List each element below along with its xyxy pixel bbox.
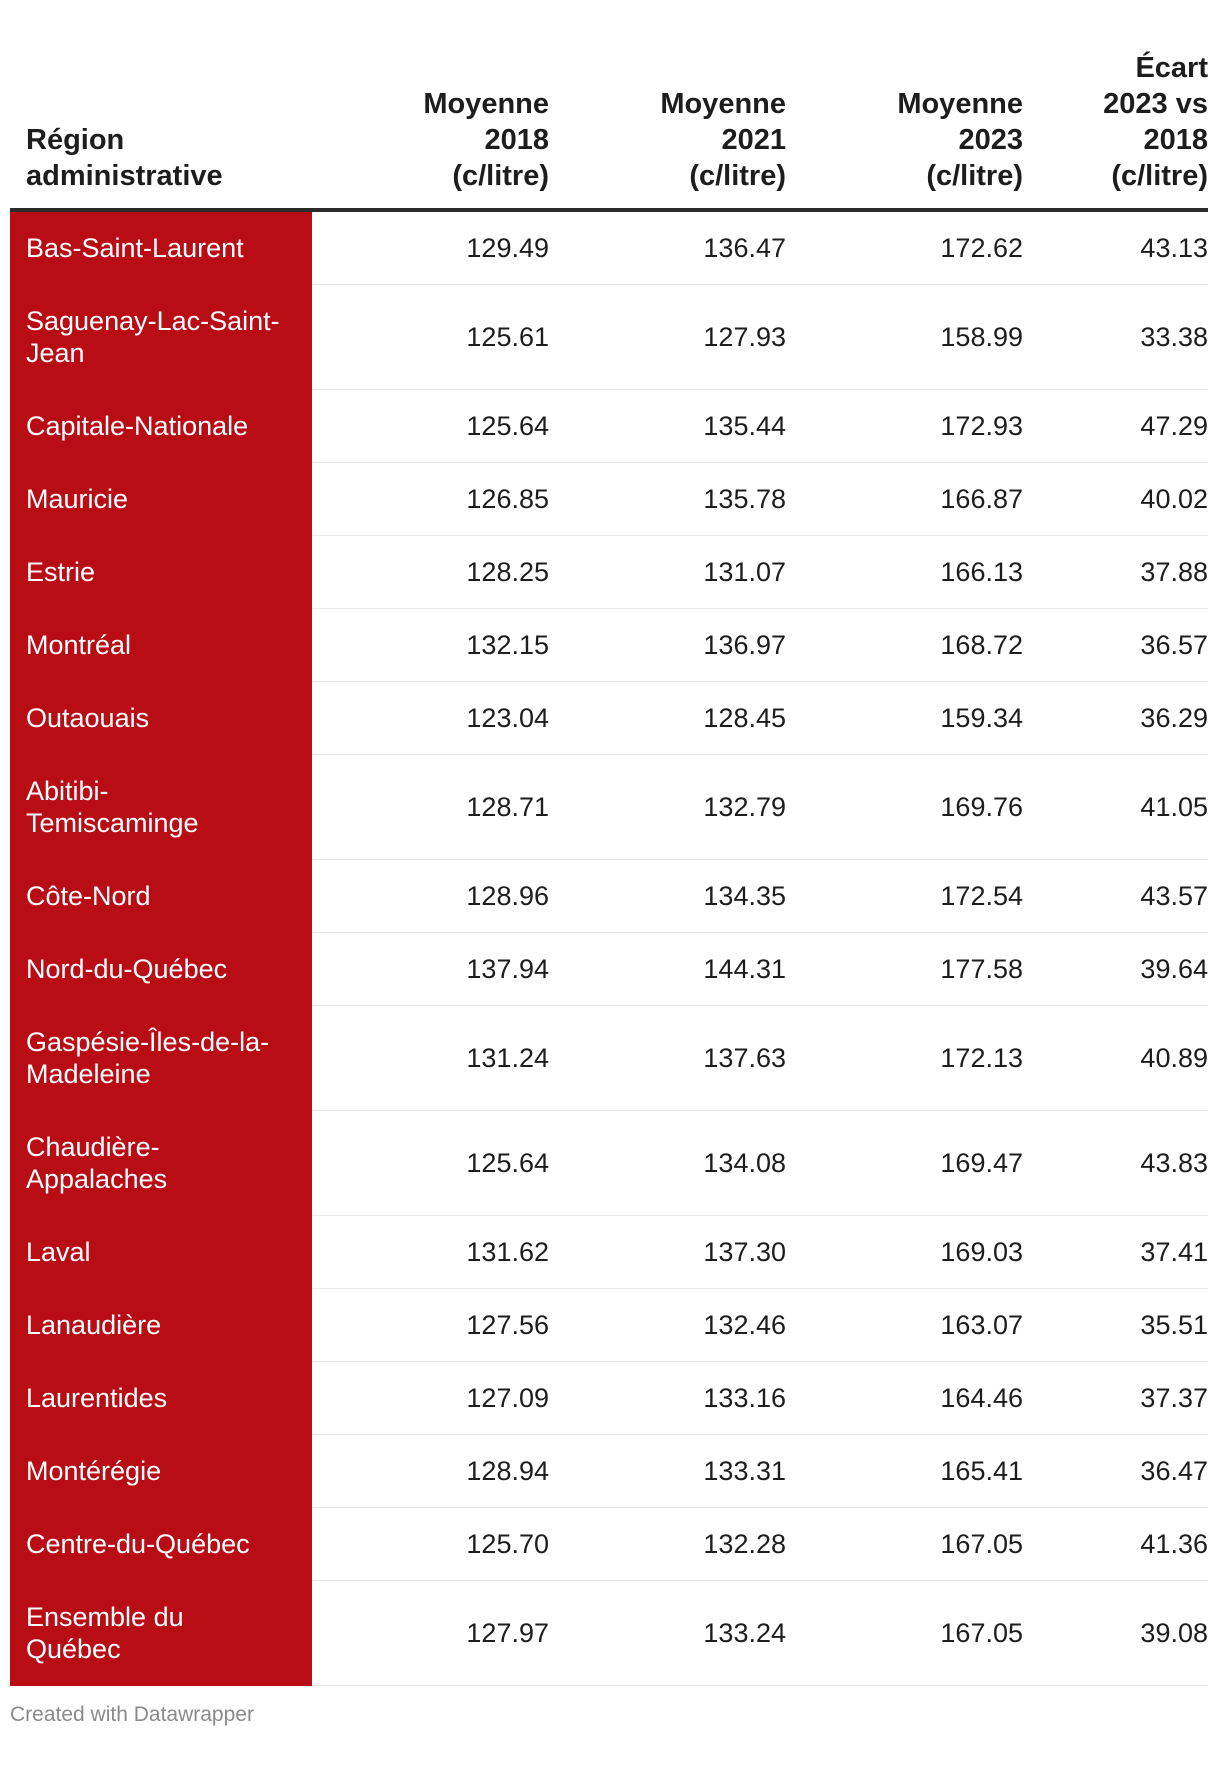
table-row (10, 536, 1208, 609)
ecart-cell: 39.64 (1023, 933, 1208, 1006)
value-2023-cell: 172.93 (786, 390, 1023, 463)
header-row (10, 0, 1208, 210)
header-line: Moyenne (660, 88, 786, 120)
header-line: (c/litre) (452, 160, 549, 192)
region-cell (10, 390, 312, 463)
header-region[interactable] (10, 0, 312, 210)
region-name-line: Mauricie (26, 484, 129, 514)
value-2021-cell: 131.07 (549, 536, 786, 609)
region-name-line: Nord-du-Québec (26, 954, 228, 984)
value-2021-cell: 136.47 (549, 210, 786, 285)
value-2023-cell: 166.13 (786, 536, 1023, 609)
region-name-line: Gaspésie-Îles-de-la- (26, 1027, 270, 1057)
region-cell (10, 285, 312, 390)
ecart-cell: 40.02 (1023, 463, 1208, 536)
header-line: Écart (1135, 52, 1208, 84)
value-2023-cell: 172.62 (786, 210, 1023, 285)
region-cell (10, 1435, 312, 1508)
value-2018-cell: 127.56 (312, 1289, 549, 1362)
value-2018-cell: 129.49 (312, 210, 549, 285)
table-row (10, 933, 1208, 1006)
header-line: 2018 (484, 124, 549, 156)
value-2018-cell: 127.09 (312, 1362, 549, 1435)
region-cell (10, 1289, 312, 1362)
ecart-cell: 36.47 (1023, 1435, 1208, 1508)
header-line: 2021 (721, 124, 786, 156)
value-2018-cell: 128.96 (312, 860, 549, 933)
value-2021-cell: 135.44 (549, 390, 786, 463)
table-row (10, 609, 1208, 682)
table-row (10, 755, 1208, 860)
value-2023-cell: 166.87 (786, 463, 1023, 536)
table-row (10, 1508, 1208, 1581)
value-2018-cell: 132.15 (312, 609, 549, 682)
value-2018-cell: 131.24 (312, 1006, 549, 1111)
region-name-line: Chaudière- (26, 1132, 160, 1162)
table-row (10, 390, 1208, 463)
table-row (10, 1006, 1208, 1111)
region-name-line: Saguenay-Lac-Saint- (26, 306, 280, 336)
region-name-line: Abitibi- (26, 776, 109, 806)
value-2021-cell: 128.45 (549, 682, 786, 755)
value-2021-cell: 133.31 (549, 1435, 786, 1508)
table-row (10, 1216, 1208, 1289)
table-row (10, 285, 1208, 390)
ecart-cell: 41.05 (1023, 755, 1208, 860)
header-line: 2018 (1143, 124, 1208, 156)
table-row (10, 1289, 1208, 1362)
ecart-cell: 41.36 (1023, 1508, 1208, 1581)
value-2023-cell: 163.07 (786, 1289, 1023, 1362)
value-2023-cell: 167.05 (786, 1581, 1023, 1686)
value-2021-cell: 127.93 (549, 285, 786, 390)
value-2023-cell: 165.41 (786, 1435, 1023, 1508)
value-2021-cell: 133.16 (549, 1362, 786, 1435)
region-name-line: Bas-Saint-Laurent (26, 233, 244, 263)
ecart-cell: 36.29 (1023, 682, 1208, 755)
region-cell (10, 536, 312, 609)
region-cell (10, 210, 312, 285)
table-row (10, 1111, 1208, 1216)
region-name-line: Côte-Nord (26, 881, 151, 911)
table-row (10, 463, 1208, 536)
value-2021-cell: 132.28 (549, 1508, 786, 1581)
value-2023-cell: 164.46 (786, 1362, 1023, 1435)
value-2023-cell: 172.54 (786, 860, 1023, 933)
table-row (10, 210, 1208, 285)
region-cell (10, 463, 312, 536)
region-name-line: Temiscaminge (26, 808, 199, 838)
table-row (10, 1435, 1208, 1508)
header-line: Moyenne (423, 88, 549, 120)
value-2021-cell: 132.79 (549, 755, 786, 860)
value-2018-cell: 128.25 (312, 536, 549, 609)
table-row (10, 682, 1208, 755)
ecart-cell: 36.57 (1023, 609, 1208, 682)
value-2023-cell: 169.03 (786, 1216, 1023, 1289)
region-cell (10, 933, 312, 1006)
table-header (10, 0, 1208, 210)
region-cell (10, 1111, 312, 1216)
ecart-cell: 33.38 (1023, 285, 1208, 390)
table-row (10, 1581, 1208, 1686)
region-cell (10, 609, 312, 682)
value-2023-cell: 169.76 (786, 755, 1023, 860)
header-line: 2023 (958, 124, 1023, 156)
value-2018-cell: 125.64 (312, 1111, 549, 1216)
value-2021-cell: 134.08 (549, 1111, 786, 1216)
header-line: (c/litre) (1111, 160, 1208, 192)
region-name-line: Montréal (26, 630, 132, 660)
value-2018-cell: 125.61 (312, 285, 549, 390)
header-line: Région (26, 124, 125, 156)
value-2023-cell: 168.72 (786, 609, 1023, 682)
value-2018-cell: 125.70 (312, 1508, 549, 1581)
ecart-cell: 39.08 (1023, 1581, 1208, 1686)
region-name-line: Estrie (26, 557, 96, 587)
gas-price-table (10, 0, 1208, 1686)
value-2021-cell: 135.78 (549, 463, 786, 536)
table-body (10, 210, 1208, 1686)
region-name-line: Laval (26, 1237, 91, 1267)
value-2018-cell: 128.94 (312, 1435, 549, 1508)
region-cell (10, 1216, 312, 1289)
ecart-cell: 43.57 (1023, 860, 1208, 933)
ecart-cell: 37.88 (1023, 536, 1208, 609)
value-2018-cell: 127.97 (312, 1581, 549, 1686)
value-2021-cell: 133.24 (549, 1581, 786, 1686)
datawrapper-credit: Created with Datawrapper (10, 1703, 254, 1726)
header-moyenne-2023[interactable] (786, 0, 1023, 210)
value-2021-cell: 132.46 (549, 1289, 786, 1362)
header-moyenne-2018[interactable] (312, 0, 549, 210)
ecart-cell: 35.51 (1023, 1289, 1208, 1362)
header-line: (c/litre) (689, 160, 786, 192)
value-2023-cell: 167.05 (786, 1508, 1023, 1581)
value-2018-cell: 125.64 (312, 390, 549, 463)
value-2021-cell: 136.97 (549, 609, 786, 682)
value-2021-cell: 134.35 (549, 860, 786, 933)
header-line: Moyenne (897, 88, 1023, 120)
value-2023-cell: 169.47 (786, 1111, 1023, 1216)
ecart-cell: 43.83 (1023, 1111, 1208, 1216)
region-cell (10, 1508, 312, 1581)
ecart-cell: 47.29 (1023, 390, 1208, 463)
value-2023-cell: 159.34 (786, 682, 1023, 755)
value-2023-cell: 172.13 (786, 1006, 1023, 1111)
region-name-line: Lanaudière (26, 1310, 162, 1340)
table-row (10, 1362, 1208, 1435)
region-cell (10, 682, 312, 755)
region-name-line: Québec (26, 1634, 121, 1664)
header-line: 2023 vs (1103, 88, 1208, 120)
ecart-cell: 37.37 (1023, 1362, 1208, 1435)
header-ecart[interactable] (1023, 0, 1208, 210)
region-cell (10, 1362, 312, 1435)
ecart-cell: 37.41 (1023, 1216, 1208, 1289)
region-cell (10, 1581, 312, 1686)
value-2018-cell: 137.94 (312, 933, 549, 1006)
region-name-line: Madeleine (26, 1059, 151, 1089)
header-line: administrative (26, 160, 223, 192)
data-table-container (10, 0, 1208, 1686)
region-name-line: Jean (26, 338, 85, 368)
region-cell (10, 755, 312, 860)
value-2018-cell: 131.62 (312, 1216, 549, 1289)
region-cell (10, 860, 312, 933)
value-2023-cell: 177.58 (786, 933, 1023, 1006)
region-name-line: Laurentides (26, 1383, 168, 1413)
region-name-line: Ensemble du (26, 1602, 184, 1632)
ecart-cell: 40.89 (1023, 1006, 1208, 1111)
region-name-line: Appalaches (26, 1164, 168, 1194)
value-2018-cell: 128.71 (312, 755, 549, 860)
region-name-line: Outaouais (26, 703, 150, 733)
header-line: (c/litre) (926, 160, 1023, 192)
value-2021-cell: 137.63 (549, 1006, 786, 1111)
region-name-line: Centre-du-Québec (26, 1529, 250, 1559)
value-2018-cell: 126.85 (312, 463, 549, 536)
ecart-cell: 43.13 (1023, 210, 1208, 285)
table-row (10, 860, 1208, 933)
value-2021-cell: 144.31 (549, 933, 786, 1006)
region-cell (10, 1006, 312, 1111)
value-2021-cell: 137.30 (549, 1216, 786, 1289)
header-moyenne-2021[interactable] (549, 0, 786, 210)
value-2018-cell: 123.04 (312, 682, 549, 755)
region-name-line: Montérégie (26, 1456, 162, 1486)
value-2023-cell: 158.99 (786, 285, 1023, 390)
region-name-line: Capitale-Nationale (26, 411, 249, 441)
